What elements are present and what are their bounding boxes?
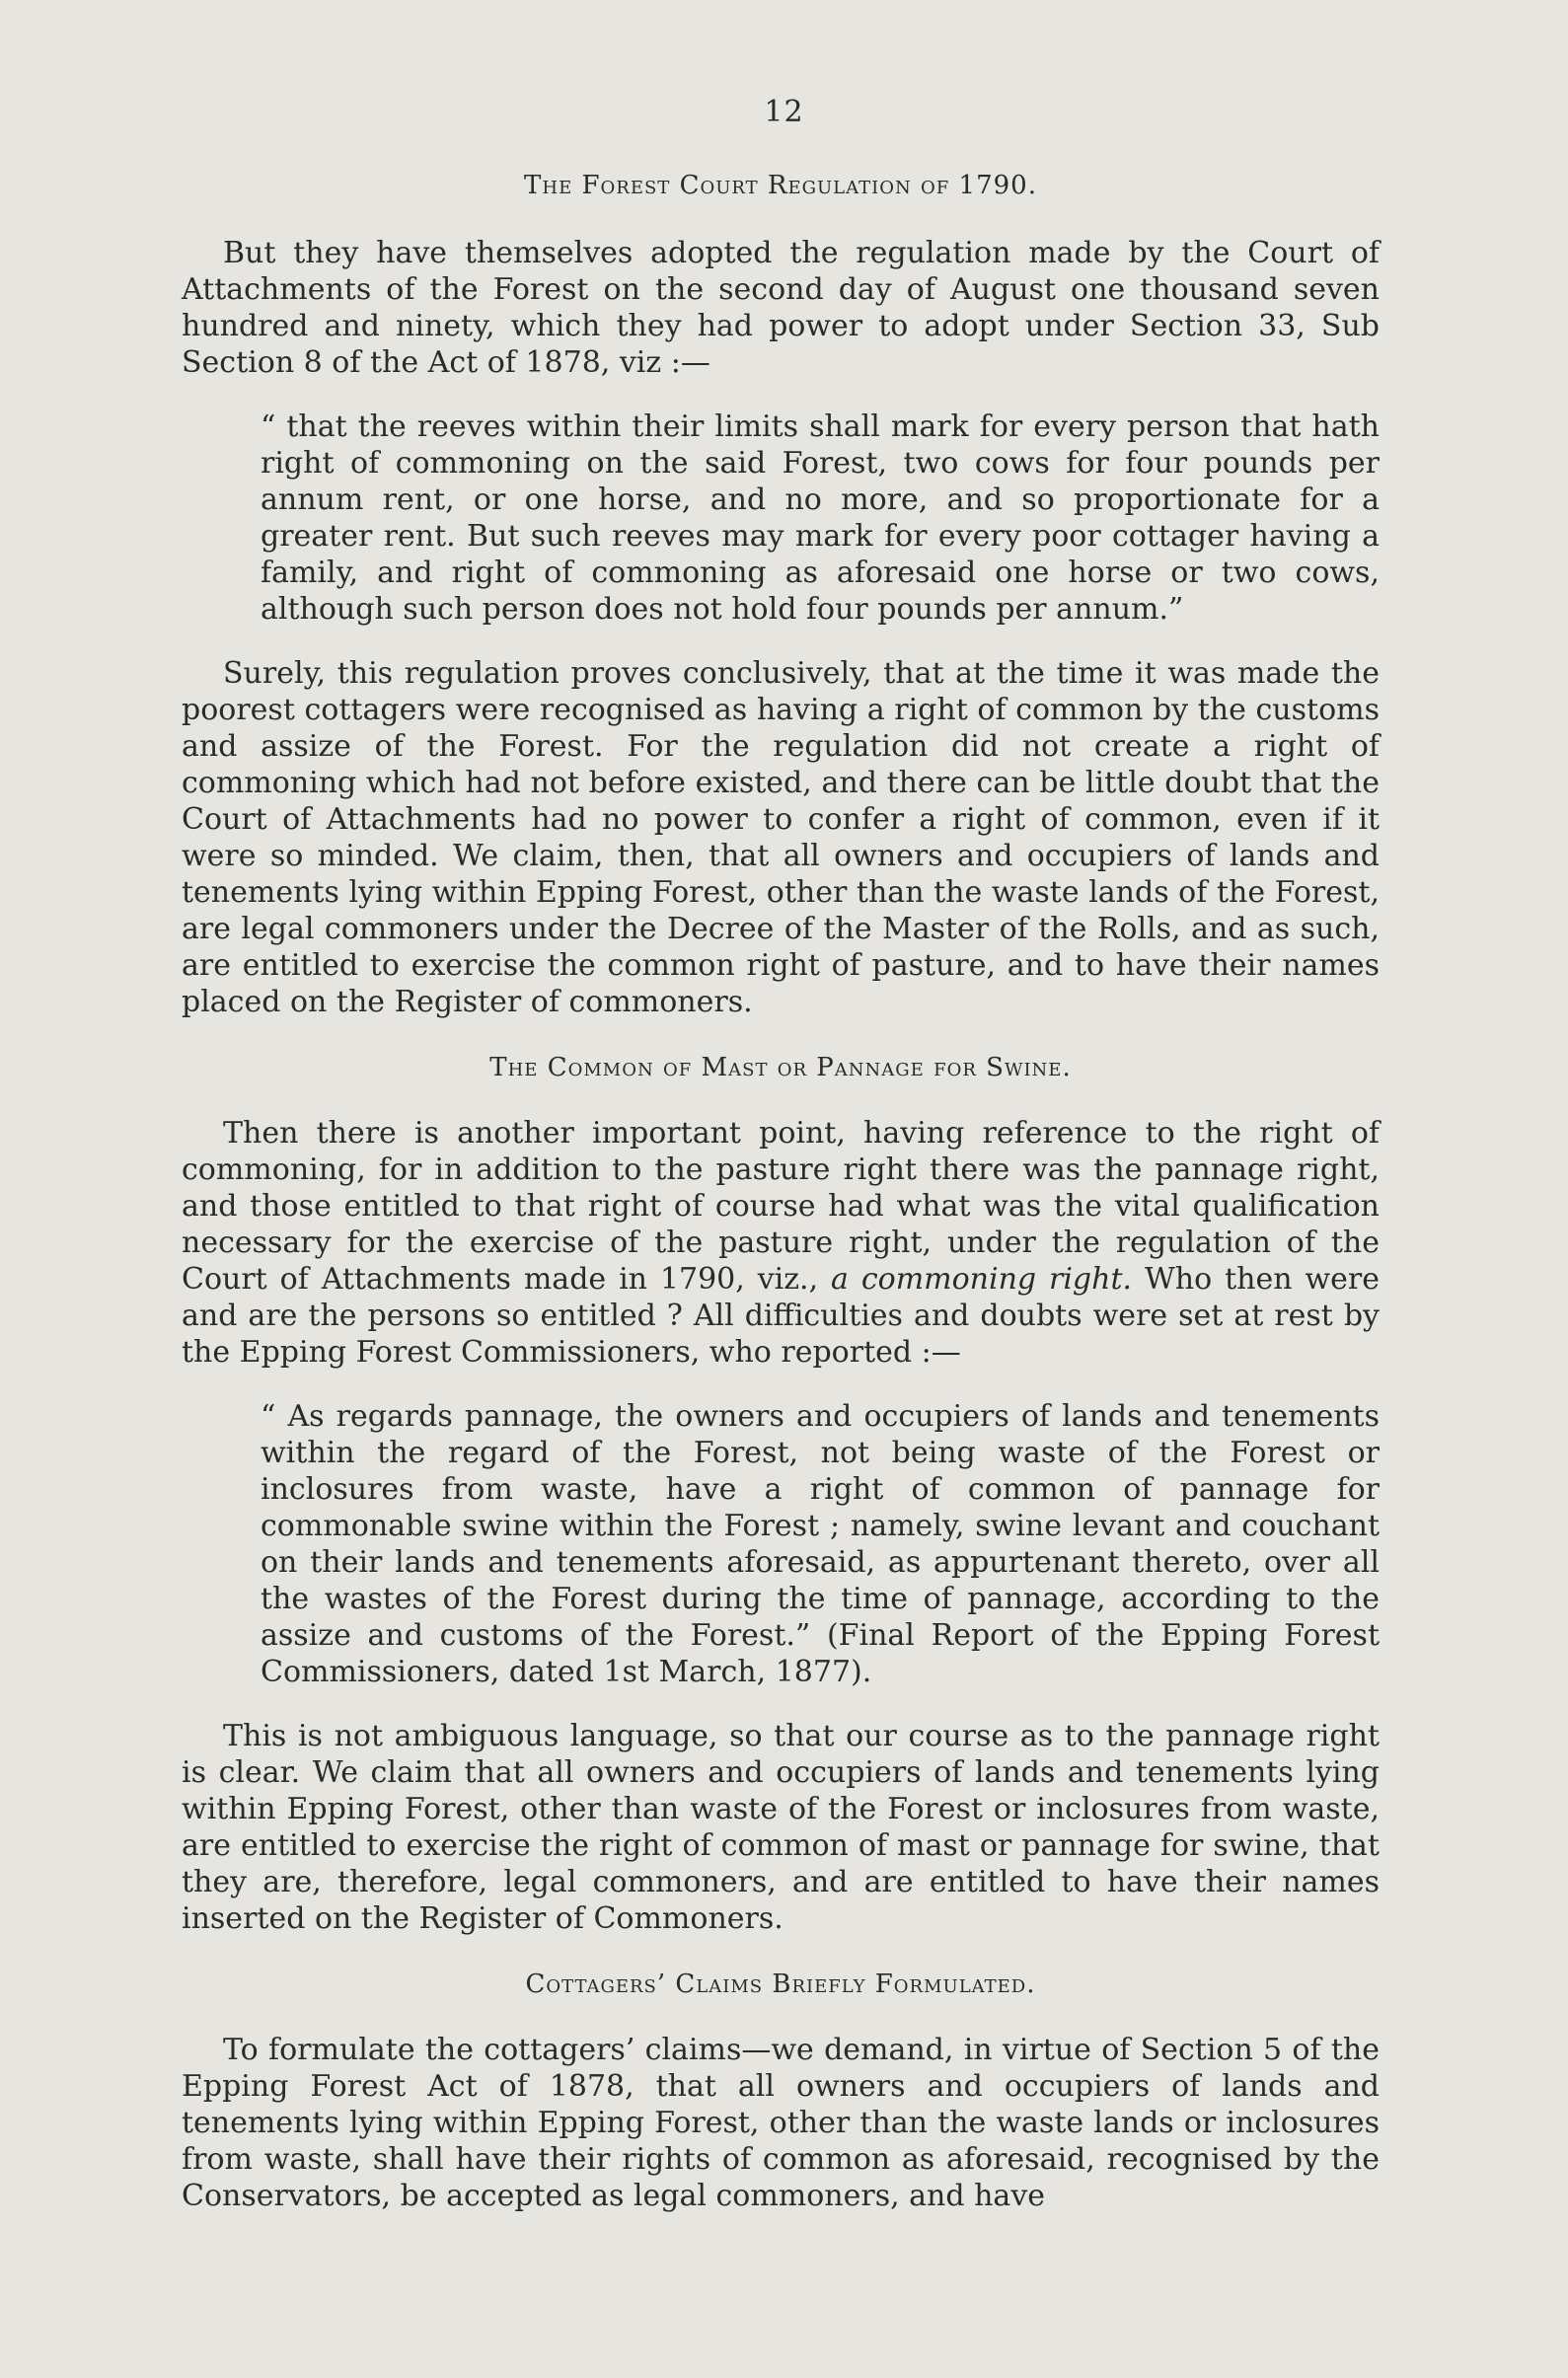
quote-commissioners-report: “ As regards pannage, the owners and occupiers of lands and tenements within the regard of the Forest, not being waste of the Forest or inclosures from waste, have a right of common of pannage for commonable swine within the Forest ; namely, swine levant and couchant on their lands and tenements aforesaid, as appurtenant thereto, over all the wastes of the Forest during the time of pannage, according to the assize and customs of the Forest.” (Final Report of the Epping Forest Commissioners, dated 1st March, 1877). xyxy=(261,1399,1380,1689)
paragraph-pannage-1-italic: a commoning right. xyxy=(831,1262,1133,1297)
page-number: 12 xyxy=(764,95,804,129)
paragraph-pannage-1 xyxy=(182,1115,1380,1371)
paragraph-pannage-1-part-b: Who then were and are the persons so entitled ? All difficulties and doubts were set at rest by the Epping Forest Commissioners, who reported :— xyxy=(182,1262,1380,1370)
paragraph-pannage-1-part-a: Then there is another important point, having reference to the right of commoning, for in addition to the pasture right there was the pannage right, and those entitled to that right of course had what was the vital qualification necessary for the exercise of the pasture right, under the regulation of the Court of Attachments made in 1790, viz., xyxy=(182,1116,1380,1297)
quote-regulation-1790: “ that the reeves within their limits shall mark for every person that hath right of commoning on the said Forest, two cows for four pounds per annum rent, or one horse, and no more, and so proportionate for a greater rent. But such reeves may mark for every poor cottager having a family, and right of commoning as aforesaid one horse or two cows, although such person does not hold four pounds per annum.” xyxy=(261,409,1380,627)
paragraph-forest-court-2: Surely, this regulation proves conclusively, that at the time it was made the poorest cottagers were recognised as having a right of common by the customs and assize of the Forest. For the regulation did not create a right of commoning which had not before existed, and there can be little doubt that the Court of Attachments had no power to confer a right of common, even if it were so minded. We claim, then, that all owners and occupiers of lands and tenements lying within Epping Forest, other than the waste lands of the Forest, are legal commoners under the Decree of the Master of the Rolls, and as such, are entitled to exercise the common right of pasture, and to have their names placed on the Register of commoners. xyxy=(182,656,1380,1019)
paragraph-forest-court-1: But they have themselves adopted the regulation made by the Court of Attachments of the Forest on the second day of August one thousand seven hundred and ninety, which they had power to adopt under Section 33, Sub Section 8 of the Act of 1878, viz :— xyxy=(182,236,1380,380)
paragraph-cottagers-1: To formulate the cottagers’ claims—we demand, in virtue of Section 5 of the Epping Forest Act of 1878, that all owners and occupiers of lands and tenements lying within Epping Forest, other than the waste lands or inclosures from waste, shall have their rights of common as aforesaid, recognised by the Conservators, be accepted as legal commoners, and have xyxy=(182,2033,1380,2213)
section-heading-cottagers: Cottagers’ Claims Briefly Formulated. xyxy=(525,1969,1036,1999)
section-heading-forest-court: The Forest Court Regulation of 1790. xyxy=(524,171,1037,200)
paragraph-pannage-2: This is not ambiguous language, so that our course as to the pannage right is clear. We claim that all owners and occupiers of lands and tenements lying within Epping Forest, other than waste of the Forest or inclosures from waste, are entitled to exercise the right of common of mast or pannage for swine, that they are, therefore, legal commoners, and are entitled to have their names inserted on the Register of Commoners. xyxy=(182,1719,1380,1936)
section-heading-pannage: The Common of Mast or Pannage for Swine. xyxy=(489,1053,1072,1082)
page-content xyxy=(182,166,1380,2242)
